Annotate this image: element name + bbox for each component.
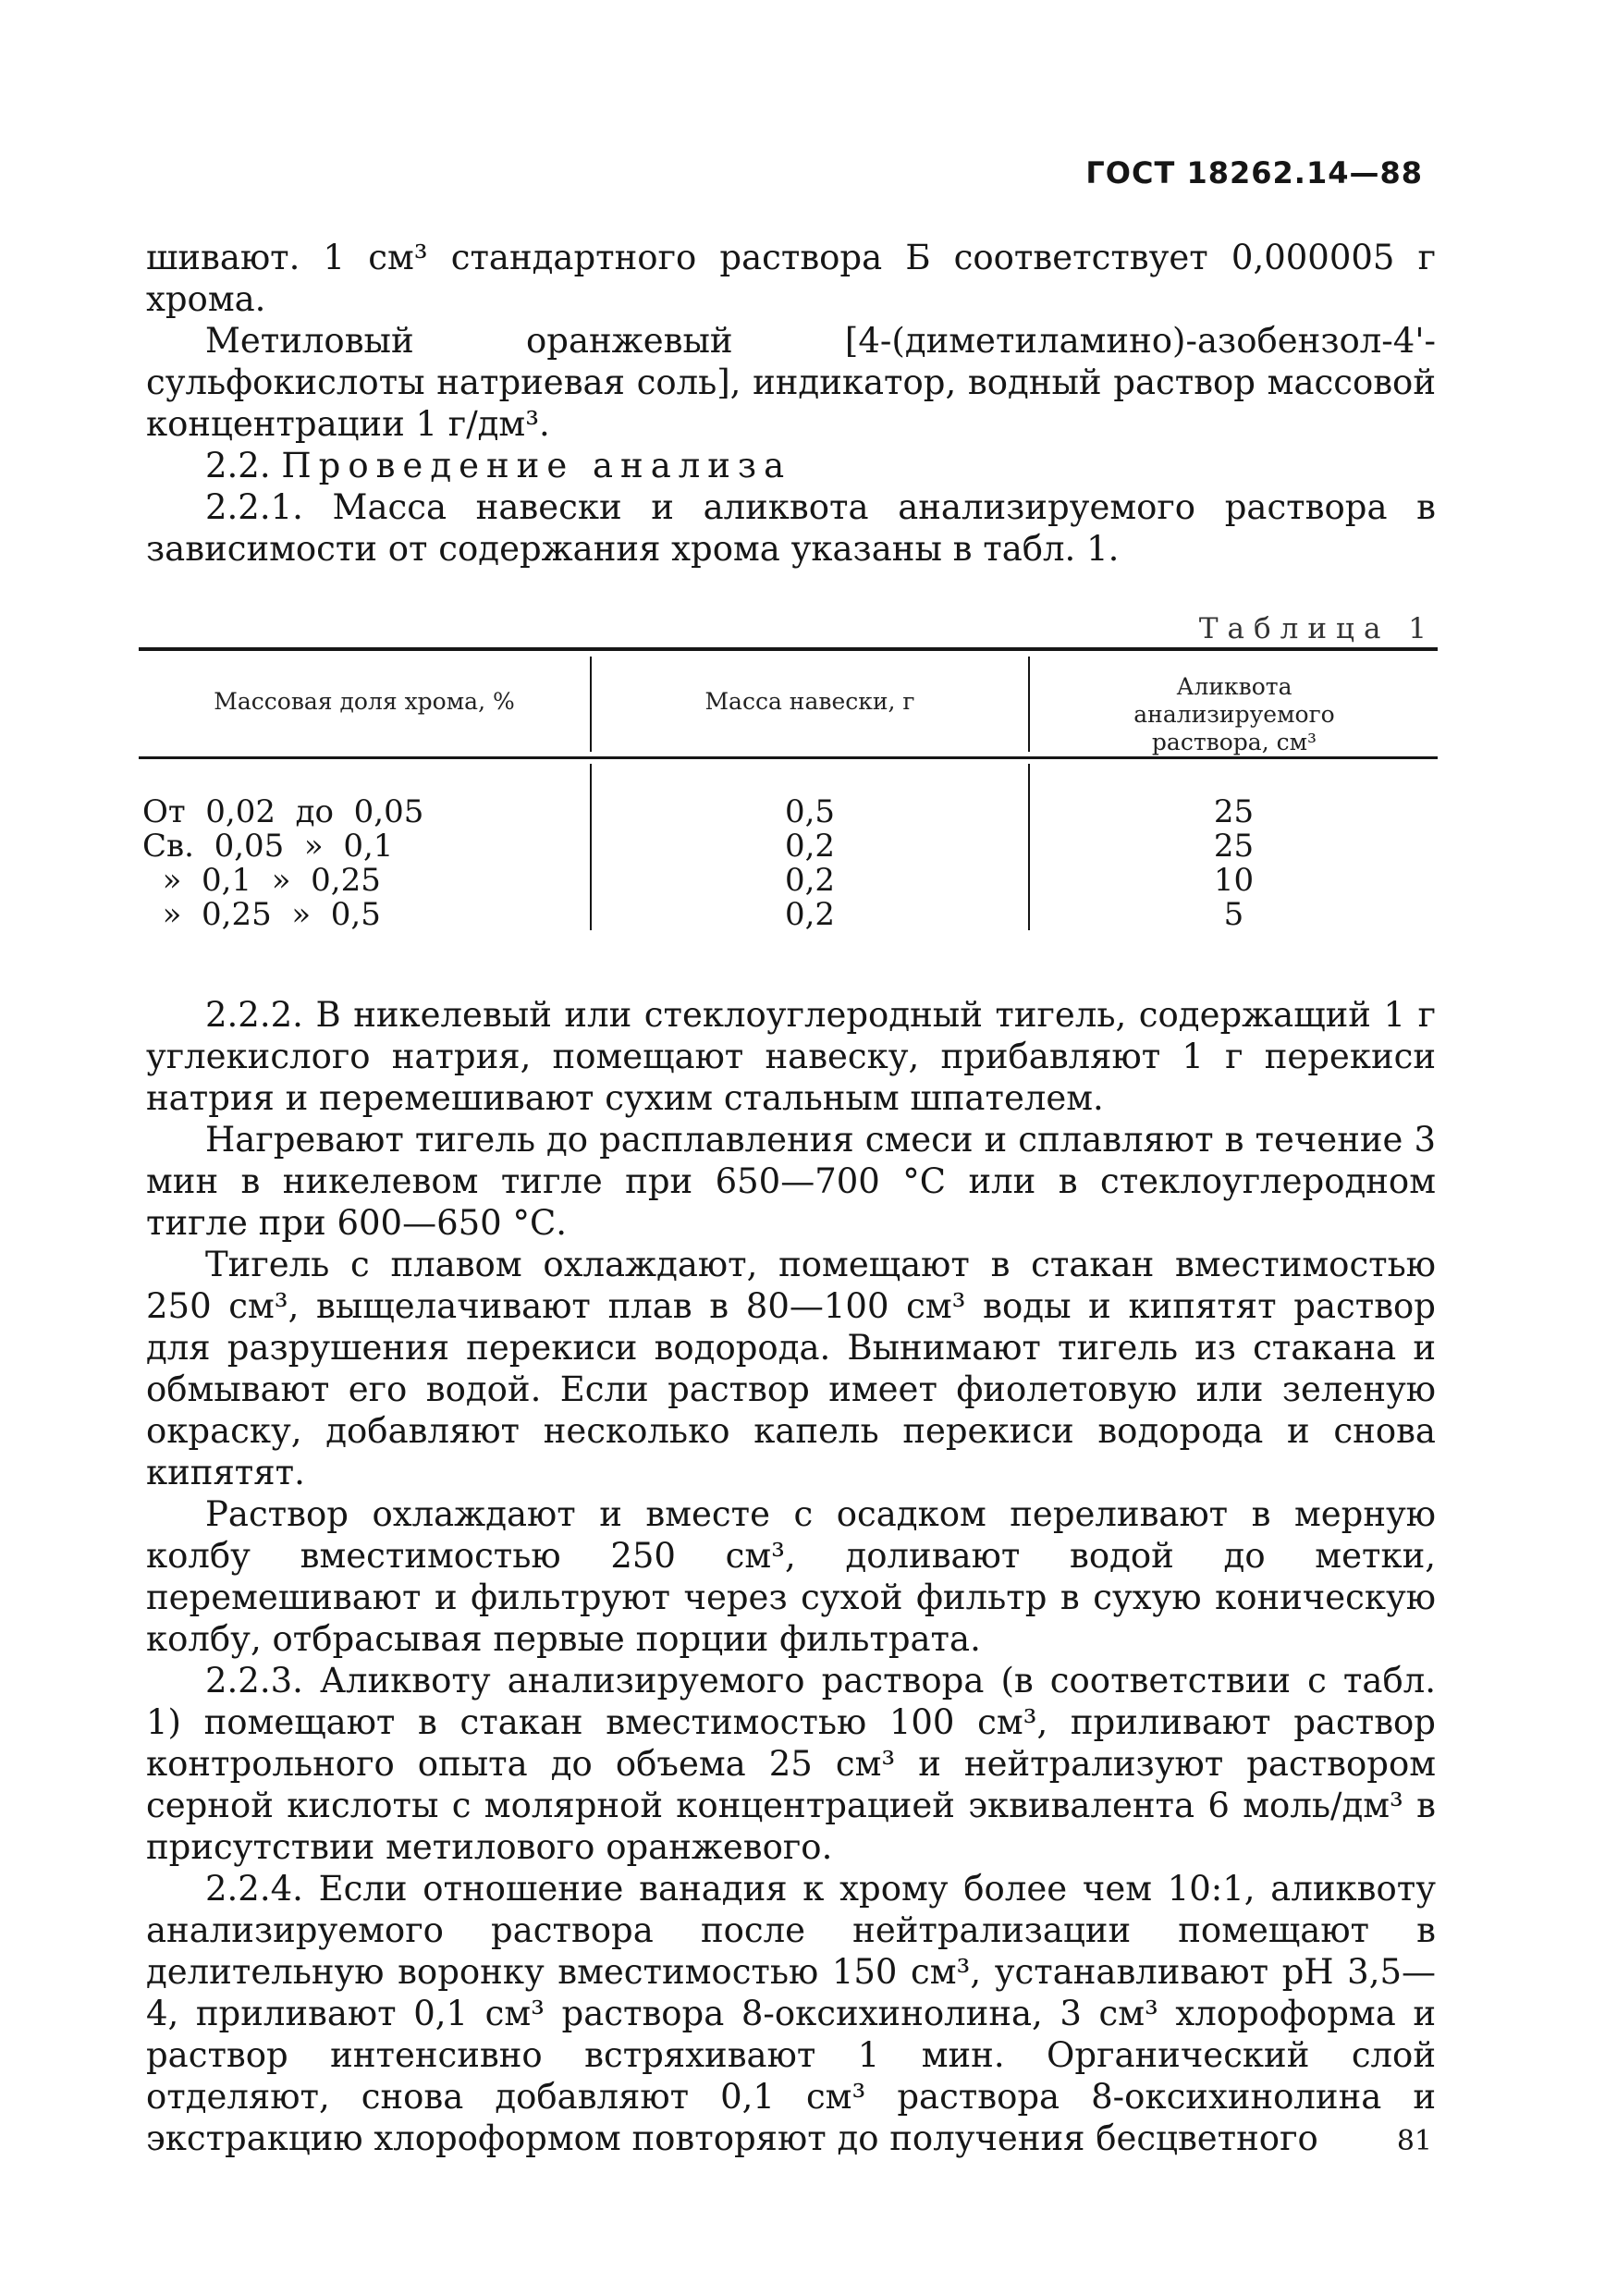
table-divider [1028, 657, 1030, 752]
paragraph-methyl-orange: Метиловый оранжевый [4-(диметиламино)-азобензол-4'-сульфокислоты натриевая соль], индикатор, водный раствор массовой концентрации 1 г/дм³. [146, 321, 1436, 444]
paragraph-filtering: Раствор охлаждают и вместе с осадком переливают в мерную колбу вместимостью 250 см³, доливают водой до метки, перемешивают и фильтруют через сухой фильтр в сухую коническую колбу, отбрасывая первые порции фильтрата. [146, 1494, 1436, 1659]
table-cell: 0,2 [784, 896, 836, 933]
paragraph-fusion: Нагревают тигель до расплавления смеси и сплавляют в течение 3 мин в никелевом тигле при 650—700 °С или в стеклоуглеродном тигле при 600—650 °С. [146, 1120, 1436, 1243]
section-heading [146, 445, 1436, 486]
table-cell: 0,2 [784, 862, 836, 899]
section-number: 2.2. [205, 446, 271, 485]
table-caption: Таблица 1 [1198, 612, 1436, 645]
column-mass-fraction [142, 795, 586, 932]
paragraph-2-2-4: 2.2.4. Если отношение ванадия к хрому более чем 10:1, аликвоту анализируемого раствора после нейтрализации помещают в делительную воронку вместимостью 150 см³, устанавливают рН 3,5—4, приливают 0,1 см³ раствора 8-оксихинолина, 3 см³ хлороформа и раствор интенсивно встряхивают 1 мин. Органический слой отделяют, снова добавляют 0,1 см³ раствора 8-оксихинолина и экстракцию хлороформом повторяют до получения бесцветного [146, 1869, 1436, 2158]
intro-block [146, 237, 1436, 570]
table-cell: 0,5 [784, 793, 836, 830]
table-top-rule [139, 647, 1438, 651]
section-title: Проведение анализа [281, 446, 792, 485]
table-cell: От 0,02 до 0,05 [142, 793, 424, 830]
main-body [146, 994, 1436, 2159]
paragraph-2-2-1: 2.2.1. Масса навески и аликвота анализируемого раствора в зависимости от содержания хрома указаны в табл. 1. [146, 487, 1436, 569]
table-cell: 5 [1223, 896, 1244, 933]
paragraph-chrome-standard: шивают. 1 см³ стандартного раствора Б соответствует 0,000005 г хрома. [146, 238, 1436, 319]
table-header-rule [139, 756, 1438, 759]
table-cell: 25 [1213, 793, 1255, 830]
table-cell: 0,2 [784, 828, 836, 865]
paragraph-2-2-3: 2.2.3. Аликвоту анализируемого раствора (в соответствии с табл. 1) помещают в стакан вместимостью 100 см³, приливают раствор контрольного опыта до объема 25 см³ и нейтрализуют раствором серной кислоты с молярной концентрацией эквивалента 6 моль/дм³ в присутствии метилового оранжевого. [146, 1661, 1436, 1867]
table-header-aliquot: Аликвота анализируемого раствора, см³ [1133, 673, 1335, 755]
table-header-sample-mass: Масса навески, г [704, 688, 915, 715]
table-cell: 10 [1213, 862, 1255, 899]
paragraph-leaching: Тигель с плавом охлаждают, помещают в стакан вместимостью 250 см³, выщелачивают плав в 80—100 см³ воды и кипятят раствор для разрушения перекиси водорода. Вынимают тигель из стакана и обмывают его водой. Если раствор имеет фиолетовую или зеленую окраску, добавляют несколько капель перекиси водорода и снова кипятят. [146, 1245, 1436, 1492]
table-cell: 25 [1213, 828, 1255, 865]
page-number: 81 [1396, 2125, 1432, 2157]
paragraph-2-2-2: 2.2.2. В никелевый или стеклоуглеродный тигель, содержащий 1 г углекислого натрия, помещают навеску, прибавляют 1 г перекиси натрия и перемешивают сухим стальным шпателем. [146, 995, 1436, 1118]
table-cell: » 0,1 » 0,25 [142, 862, 381, 899]
column-aliquot [1030, 795, 1438, 932]
table-cell: » 0,25 » 0,5 [142, 896, 381, 933]
table-header-mass-fraction: Массовая доля хрома, % [214, 688, 515, 715]
standard-code-header: ГОСТ 18262.14—88 [1085, 155, 1423, 190]
column-sample-mass [592, 795, 1028, 932]
table-cell: Св. 0,05 » 0,1 [142, 828, 394, 865]
